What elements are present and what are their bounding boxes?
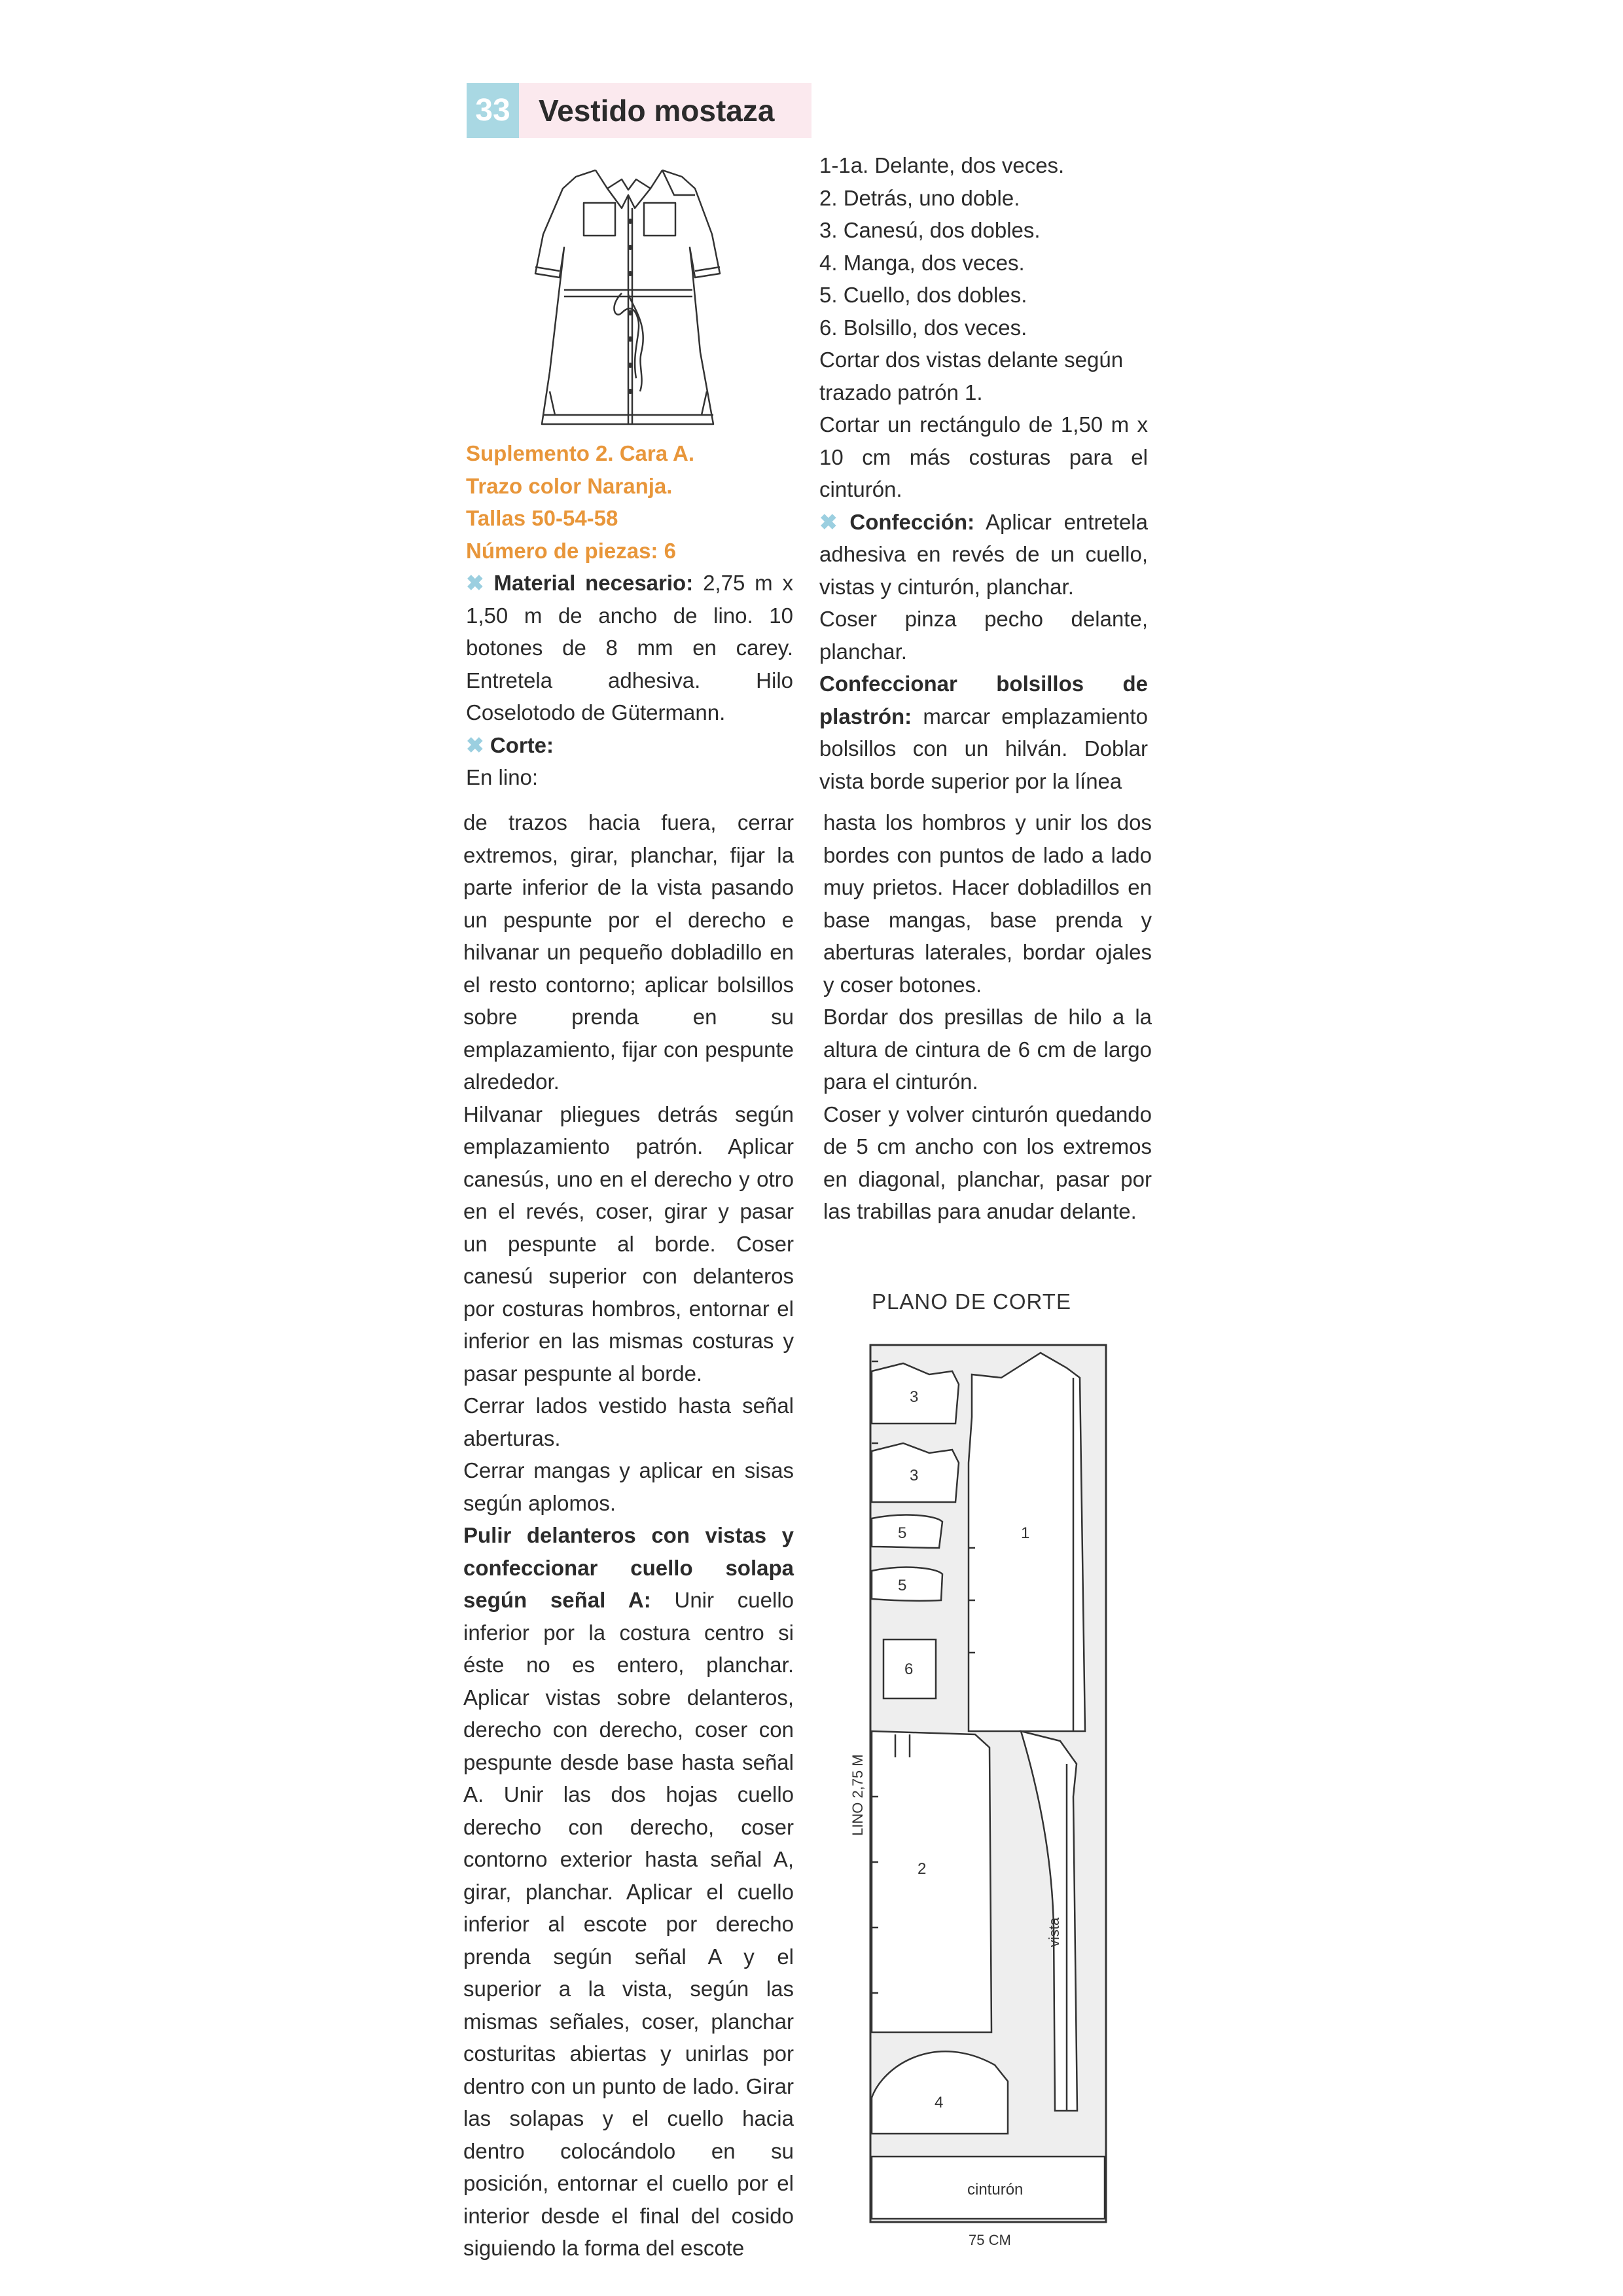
cutting-plan-title: PLANO DE CORTE [872, 1289, 1071, 1314]
right-column-body [823, 806, 1152, 1228]
dress-illustration [524, 156, 733, 431]
piece-label-4: 4 [935, 2094, 944, 2111]
left-column-body [463, 806, 794, 2265]
piece-label-3a: 3 [910, 1388, 919, 1406]
supplement-line: Trazo color Naranja. [466, 473, 673, 498]
piece-item: 1-1a. Delante, dos veces. [819, 153, 1065, 177]
bolsillos-paragraph: Confeccionar bolsillos de plastrón: marcar emplazamiento bolsillos con un hilván. Doblar vista borde superior por la línea [819, 672, 1148, 793]
page-title: Vestido mostaza [519, 83, 812, 138]
body-paragraph: Coser y volver cinturón quedando de 5 cm ancho con los extremos en diagonal, planchar, pasar por las trabillas para anudar delante. [823, 1102, 1152, 1223]
piece-label-6: 6 [904, 1660, 914, 1678]
vistas-paragraph: Cortar dos vistas delante según trazado patrón 1. [819, 348, 1124, 404]
confeccion-paragraph: ✖ Confección: Aplicar entretela adhesiva en revés de un cuello, vistas y cinturón, planchar. [819, 509, 1148, 599]
piece-label-5b: 5 [898, 1577, 907, 1594]
bolsillos-label: Confeccionar bolsillos de plastrón: [819, 672, 1148, 728]
rectangulo-paragraph: Cortar un rectángulo de 1,50 m x 10 cm más costuras para el cinturón. [819, 412, 1148, 501]
pinza-paragraph: Coser pinza pecho delante, planchar. [819, 607, 1148, 664]
cross-icon: ✖ [466, 571, 484, 595]
piece-label-5a: 5 [898, 1524, 907, 1542]
cross-icon: ✖ [819, 509, 838, 534]
body-paragraph: Bordar dos presillas de hilo a la altura de cintura de 6 cm de largo para el cinturón. [823, 1005, 1152, 1094]
body-paragraph: Hilvanar pliegues detrás según emplazamiento patrón. Aplicar canesús, uno en el derecho y otro en el revés, coser, girar y pasar un pespunte al borde. Coser canesú superior con delanteros por costuras hombros, entornar el inferior en las mismas costuras y pasar pespunte al borde. [463, 1102, 794, 1386]
cuello-label: Pulir delanteros con vistas y confeccionar cuello solapa según señal A: [463, 1523, 794, 1612]
corte-label: Corte: [490, 732, 554, 757]
supplement-line: Tallas 50-54-58 [466, 506, 618, 530]
piece-item: 2. Detrás, uno doble. [819, 185, 1020, 210]
material-paragraph [466, 567, 793, 729]
piece-label-1: 1 [1021, 1524, 1030, 1542]
left-column-top [466, 437, 793, 794]
piece-label-cinturon: cinturón [967, 2181, 1024, 2198]
corte-sub: En lino: [466, 765, 539, 789]
piece-item: 3. Canesú, dos dobles. [819, 218, 1041, 242]
piece-item: 5. Cuello, dos dobles. [819, 283, 1027, 307]
piece-label-vista: vista [1046, 1917, 1062, 1947]
right-column-top [819, 149, 1148, 797]
fabric-length-label: LINO 2,75 M [849, 1754, 866, 1836]
body-paragraph: Cerrar lados vestido hasta señal aberturas. [463, 1393, 794, 1450]
supplement-line: Número de piezas: 6 [466, 538, 676, 563]
page-number-badge: 33 [467, 83, 519, 138]
body-paragraph: de trazos hacia fuera, cerrar extremos, girar, planchar, fijar la parte inferior de la vista pasando un pespunte por el derecho e hilvanar un pequeño dobladillo en el resto contorno; aplicar bolsillos sobre prenda en su emplazamiento, fijar con pespunte alrededor. [463, 810, 794, 1094]
piece-label-2: 2 [918, 1860, 927, 1878]
supplement-line: Suplemento 2. Cara A. [466, 441, 695, 465]
confeccion-label: Confección: [849, 509, 975, 534]
piece-item: 6. Bolsillo, dos veces. [819, 315, 1027, 340]
body-paragraph: hasta los hombros y unir los dos bordes con puntos de lado a lado muy prietos. Hacer dobladillos en base mangas, base prenda y aberturas laterales, bordar ojales y coser botones. [823, 810, 1152, 997]
cross-icon: ✖ [466, 732, 484, 757]
piece-item: 4. Manga, dos veces. [819, 250, 1025, 275]
piece-label-3b: 3 [910, 1467, 919, 1484]
body-paragraph: Pulir delanteros con vistas y confeccionar cuello solapa según señal A: Unir cuello inferior por la costura centro si éste no es entero, planchar. Aplicar vistas sobre delanteros, derecho con derecho, coser con pespunte desde base hasta señal A. Unir las dos hojas cuello derecho con derecho, coser contorno exterior hasta señal A, girar, planchar. Aplicar el cuello inferior al escote por derecho prenda según señal A y el superior a la vista, según las mismas señales, coser, planchar costuritas abiertas y unirlas por dentro con un punto de lado. Girar las solapas y el cuello hacia dentro colocándolo en su posición, entornar el cuello por el interior desde el final del cosido siguiendo la forma del escote [463, 1523, 794, 2260]
material-text: 2,75 m x 1,50 m de ancho de lino. 10 botones de 8 mm en carey. Entretela adhesiva. Hilo Coselotodo de Gütermann. [466, 571, 794, 725]
cutting-plan-diagram [844, 1338, 1132, 2251]
fabric-width-label: 75 CM [969, 2232, 1011, 2248]
body-paragraph: Cerrar mangas y aplicar en sisas según aplomos. [463, 1458, 794, 1515]
corte-heading [466, 729, 793, 762]
material-label: Material necesario: [493, 571, 694, 595]
